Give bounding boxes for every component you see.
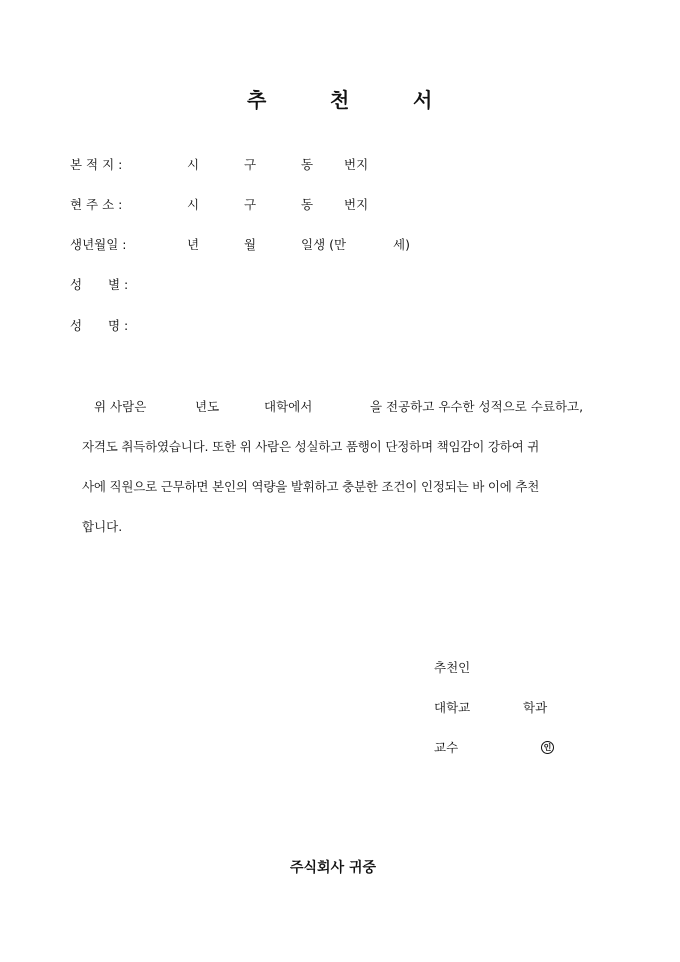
university-label: 대학교 — [434, 700, 471, 715]
domicile-gu: 구 — [244, 157, 257, 172]
body-line1-seg2: 년도 — [195, 399, 220, 414]
body-line2: 자격도 취득하였습니다. 또한 위 사람은 성실하고 품행이 단정하며 책임감이 강하여 귀 — [82, 439, 540, 454]
address-label: 현 주 소 : — [70, 197, 123, 212]
domicile-si: 시 — [187, 157, 200, 172]
birth-year: 년 — [187, 237, 200, 252]
address-dong: 동 — [301, 197, 314, 212]
name-label-b: 명 : — [108, 318, 129, 333]
seal-mark — [541, 738, 554, 754]
body-line1-seg3: 대학에서 — [264, 399, 313, 414]
birth-age: 세) — [393, 237, 410, 252]
gender-label-b: 별 : — [108, 277, 129, 292]
recommender-label: 추천인 — [434, 660, 471, 675]
domicile-dong: 동 — [301, 157, 314, 172]
name-label-a: 성 — [70, 318, 83, 333]
department-label: 학과 — [523, 700, 548, 715]
body-line1-seg4: 을 전공하고 우수한 성적으로 수료하고, — [370, 399, 584, 414]
footer-recipient: 주식회사 귀중 — [290, 860, 377, 876]
address-beonji: 번지 — [344, 197, 369, 212]
body-line4: 합니다. — [82, 519, 123, 534]
domicile-label: 본 적 지 : — [70, 157, 123, 172]
address-si: 시 — [187, 197, 200, 212]
title-char-2: 천 — [330, 88, 350, 112]
title-char-3: 서 — [413, 88, 433, 112]
birth-label: 생년월일 : — [70, 237, 127, 252]
gender-label-a: 성 — [70, 277, 83, 292]
birth-day: 일생 (만 — [301, 237, 347, 252]
body-line3: 사에 직원으로 근무하면 본인의 역량을 발휘하고 충분한 조건이 인정되는 바 이에 추천 — [82, 479, 540, 494]
title-char-1: 추 — [247, 88, 267, 112]
address-gu: 구 — [244, 197, 257, 212]
professor-label: 교수 — [434, 740, 459, 755]
body-line1-seg1: 위 사람은 — [94, 399, 147, 414]
seal-icon: 인 — [541, 741, 554, 754]
birth-month: 월 — [244, 237, 257, 252]
domicile-beonji: 번지 — [344, 157, 369, 172]
